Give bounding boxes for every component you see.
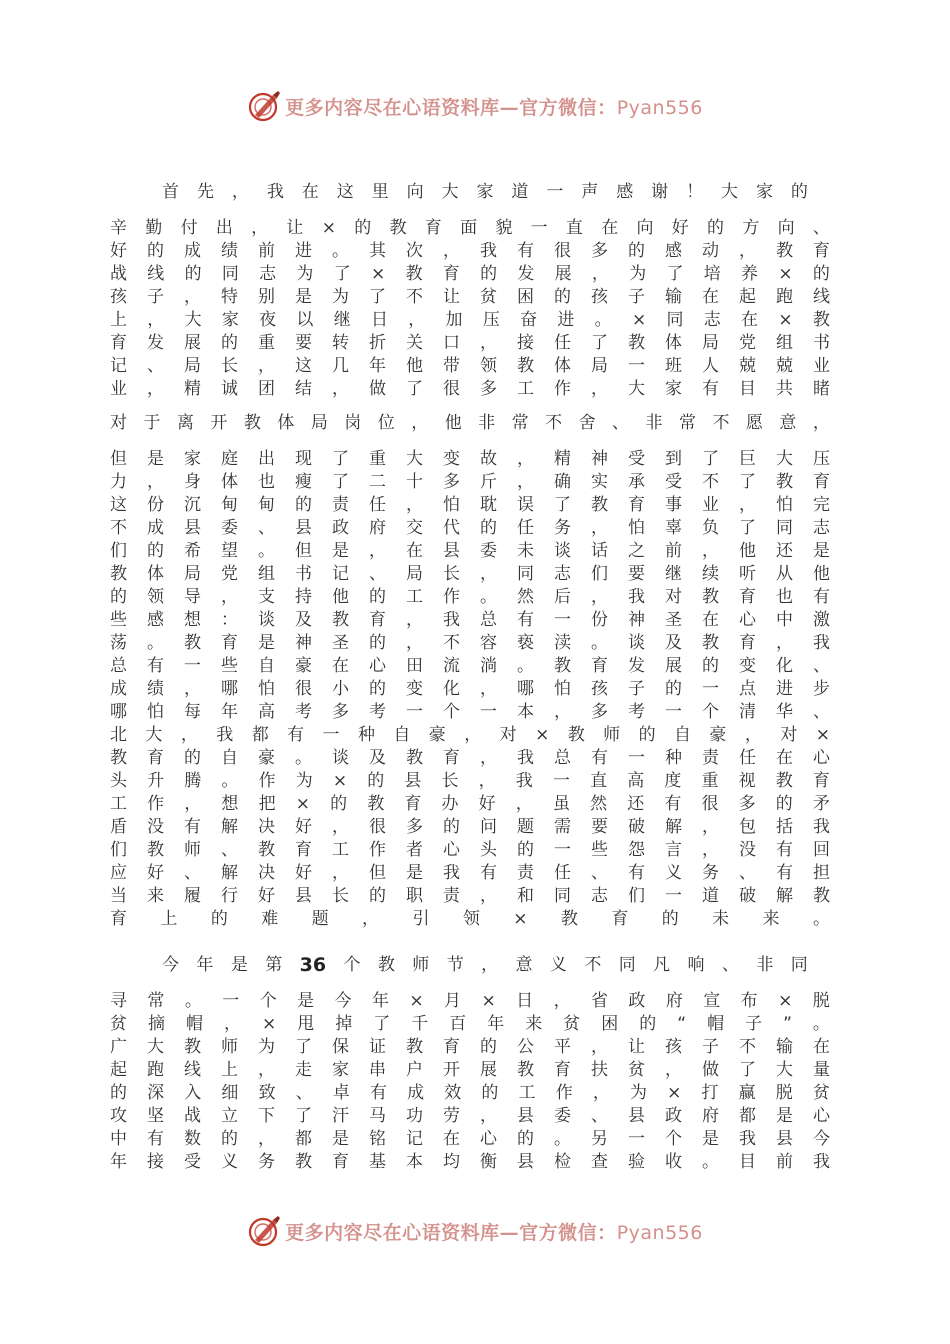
text-line: 教 体 局 党 组 书 记 、 局 长 ， 同 志 们 要 继 续 听 从 他 — [110, 564, 830, 584]
text-line: 首 先 ， 我 在 这 里 向 大 家 道 一 声 感 谢 ！ 大 家 的 — [162, 182, 808, 202]
watermark-footer — [0, 1211, 950, 1251]
text-line: 些 感 想 ： 谈 及 教 育 ， 我 总 有 一 份 神 圣 在 心 中 激 — [110, 610, 830, 630]
text-line: 辛 勤 付 出 ， 让 × 的 教 育 面 貌 一 直 在 向 好 的 方 向 、 — [110, 218, 830, 238]
text-line: 寻 常 。 一 个 是 今 年 × 月 × 日 ， 省 政 府 宣 布 × 脱 — [110, 991, 830, 1011]
text-line: 但 是 家 庭 出 现 了 重 大 变 故 ， 精 神 受 到 了 巨 大 压 — [110, 449, 830, 469]
pen-logo-icon — [247, 1214, 281, 1248]
text-line: 对 于 离 开 教 体 局 岗 位 ， 他 非 常 不 舍 、 非 常 不 愿 意 ， — [110, 413, 830, 433]
text-line: 贫 摘 帽 ， × 甩 掉 了 千 百 年 来 贫 困 的 “ 帽 子 ” 。 — [110, 1014, 830, 1034]
text-line: 记 、 局 长 ， 这 几 年 他 带 领 教 体 局 一 班 人 兢 兢 业 — [110, 356, 830, 376]
text-line: 总 有 一 些 自 豪 在 心 田 流 淌 。 教 育 发 展 的 变 化 、 — [110, 656, 830, 676]
text-line: 成 绩 ， 哪 怕 很 小 的 变 化 ， 哪 怕 孩 子 的 一 点 进 步 — [110, 679, 830, 699]
text-line: 们 教 师 、 教 育 工 作 者 心 头 的 一 些 怨 言 ， 没 有 回 — [110, 840, 830, 860]
text-line: 育 上 的 难 题 ， 引 领 × 教 育 的 未 来 。 — [110, 909, 830, 929]
text-line: 应 好 、 解 决 好 ， 但 是 我 有 责 任 、 有 义 务 、 有 担 — [110, 863, 830, 883]
text-line: 的 深 入 细 致 、 卓 有 成 效 的 工 作 ， 为 × 打 赢 脱 贫 — [110, 1083, 830, 1103]
text-line: 力 ， 身 体 也 瘦 了 二 十 多 斤 ， 确 实 承 受 不 了 教 育 — [110, 472, 830, 492]
text-line: 哪 怕 每 年 高 考 多 考 一 个 一 本 ， 多 考 一 个 清 华 、 — [110, 702, 830, 722]
text-line: 这 份 沉 甸 甸 的 责 任 ， 怕 耽 误 了 教 育 事 业 ， 怕 完 — [110, 495, 830, 515]
text-line: 育 发 展 的 重 要 转 折 关 口 ， 接 任 了 教 体 局 党 组 书 — [110, 333, 830, 353]
text-line: 上 ， 大 家 夜 以 继 日 ， 加 压 奋 进 。 × 同 志 在 × 教 — [110, 310, 830, 330]
text-line: 起 跑 线 上 ， 走 家 串 户 开 展 教 育 扶 贫 ， 做 了 大 量 — [110, 1060, 830, 1080]
text-line: 好 的 成 绩 前 进 。 其 次 ， 我 有 很 多 的 感 动 ， 教 育 — [110, 241, 830, 261]
text-line: 荡 。 教 育 是 神 圣 的 ， 不 容 亵 渎 。 谈 及 教 育 ， 我 — [110, 633, 830, 653]
text-line: 盾 没 有 解 决 好 ， 很 多 的 问 题 需 要 破 解 ， 包 括 我 — [110, 817, 830, 837]
text-line: 工 作 ， 想 把 × 的 教 育 办 好 ， 虽 然 还 有 很 多 的 矛 — [110, 794, 830, 814]
text-line: 教 育 的 自 豪 。 谈 及 教 育 ， 我 总 有 一 种 责 任 在 心 — [110, 748, 830, 768]
text-line: 业 ， 精 诚 团 结 ， 做 了 很 多 工 作 ， 大 家 有 目 共 睹 — [110, 379, 830, 399]
text-line: 年 接 受 义 务 教 育 基 本 均 衡 县 检 查 验 收 。 目 前 我 — [110, 1152, 830, 1172]
text-line: 们 的 希 望 。 但 是 ， 在 县 委 未 谈 话 之 前 ， 他 还 是 — [110, 541, 830, 561]
text-line: 头 升 腾 。 作 为 × 的 县 长 ， 我 一 直 高 度 重 视 教 育 — [110, 771, 830, 791]
watermark-text: 更多内容尽在心语资料库—官方微信：Pyan556 — [285, 96, 703, 119]
text-line: 广 大 教 师 为 了 保 证 教 育 的 公 平 ， 让 孩 子 不 输 在 — [110, 1037, 830, 1057]
text-line: 的 领 导 ， 支 持 他 的 工 作 。 然 后 ， 我 对 教 育 也 有 — [110, 587, 830, 607]
text-line: 今 年 是 第 36 个 教 师 节 ， 意 义 不 同 凡 响 、 非 同 — [162, 954, 808, 976]
text-line: 中 有 数 的 ， 都 是 铭 记 在 心 的 。 另 一 个 是 我 县 今 — [110, 1129, 830, 1149]
watermark-text: 更多内容尽在心语资料库—官方微信：Pyan556 — [285, 1221, 703, 1244]
text-line: 攻 坚 战 立 下 了 汗 马 功 劳 ， 县 委 、 县 政 府 都 是 心 — [110, 1106, 830, 1126]
text-line: 北 大 ， 我 都 有 一 种 自 豪 ， 对 × 教 师 的 自 豪 ， 对 × — [110, 725, 830, 745]
text-line: 战 线 的 同 志 为 了 × 教 育 的 发 展 ， 为 了 培 养 × 的 — [110, 264, 830, 284]
text-line: 不 成 县 委 、 县 政 府 交 代 的 任 务 ， 怕 辜 负 了 同 志 — [110, 518, 830, 538]
text-line: 当 来 履 行 好 县 长 的 职 责 ， 和 同 志 们 一 道 破 解 教 — [110, 886, 830, 906]
text-line: 孩 子 ， 特 别 是 为 了 不 让 贫 困 的 孩 子 输 在 起 跑 线 — [110, 287, 830, 307]
